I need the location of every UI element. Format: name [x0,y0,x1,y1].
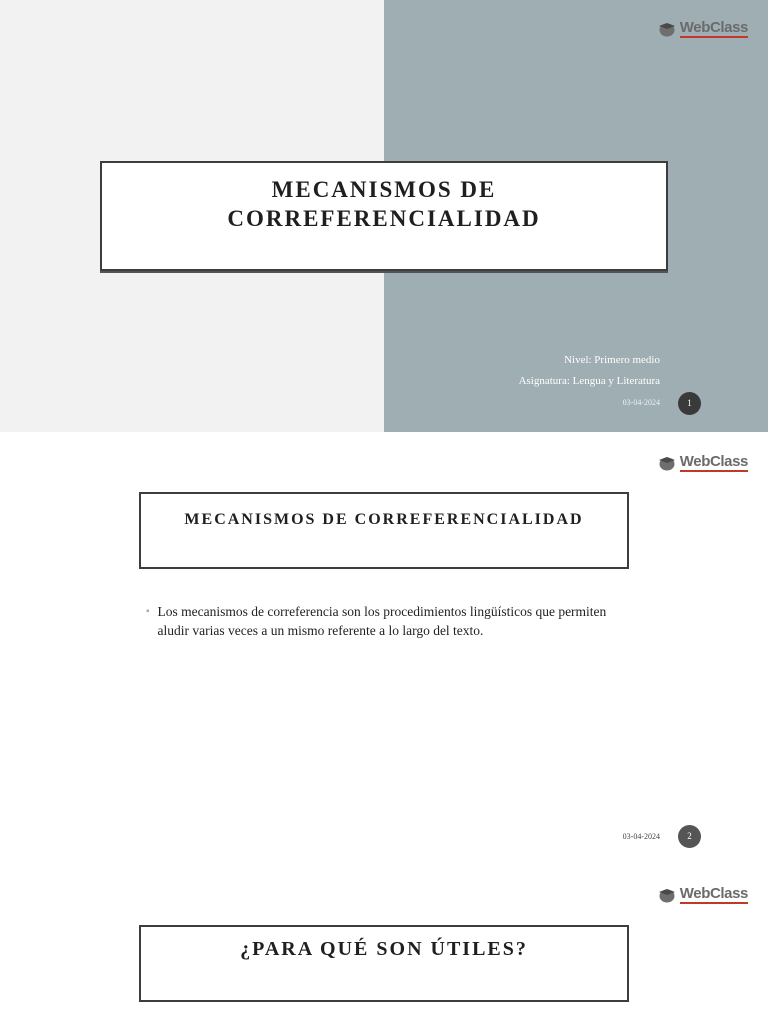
slide-2 [0,432,768,864]
webclass-logo [658,454,748,472]
slide-1-page-number: 1 [678,392,701,415]
level-label: Nivel: Primero medio [564,354,660,366]
slide-3-title-box: ¿PARA QUÉ SON ÚTILES? [139,925,629,1002]
bullet-text: Los mecanismos de correferencia son los procedimientos lingüísticos que permiten aludir varias veces a un mismo referente a lo largo del texto. [157,604,607,638]
slide-3 [0,864,768,1024]
bullet-item [146,602,616,640]
logo-text: WebClass [679,453,748,470]
slide-1-title-box [100,161,668,271]
bullet-marker: ▪ [146,606,150,617]
slide-1-title-line-1: MECANISMOS DE [271,177,497,202]
slide-2-date: 03-04-2024 [622,832,660,841]
slide-2-page-number: 2 [678,825,701,848]
slide-2-title-box: MECANISMOS DE CORREFERENCIALIDAD [139,492,629,569]
graduation-cap-icon [658,20,676,38]
slide-1 [0,0,768,432]
logo-text: WebClass [679,19,748,36]
graduation-cap-icon [658,454,676,472]
slide-1-date: 03-04-2024 [622,398,660,407]
webclass-logo [658,20,748,38]
slide-1-title-line-2: CORREFERENCIALIDAD [227,206,541,231]
webclass-logo [658,886,748,904]
graduation-cap-icon [658,886,676,904]
logo-text: WebClass [679,885,748,902]
subject-label: Asignatura: Lengua y Literatura [518,375,660,387]
